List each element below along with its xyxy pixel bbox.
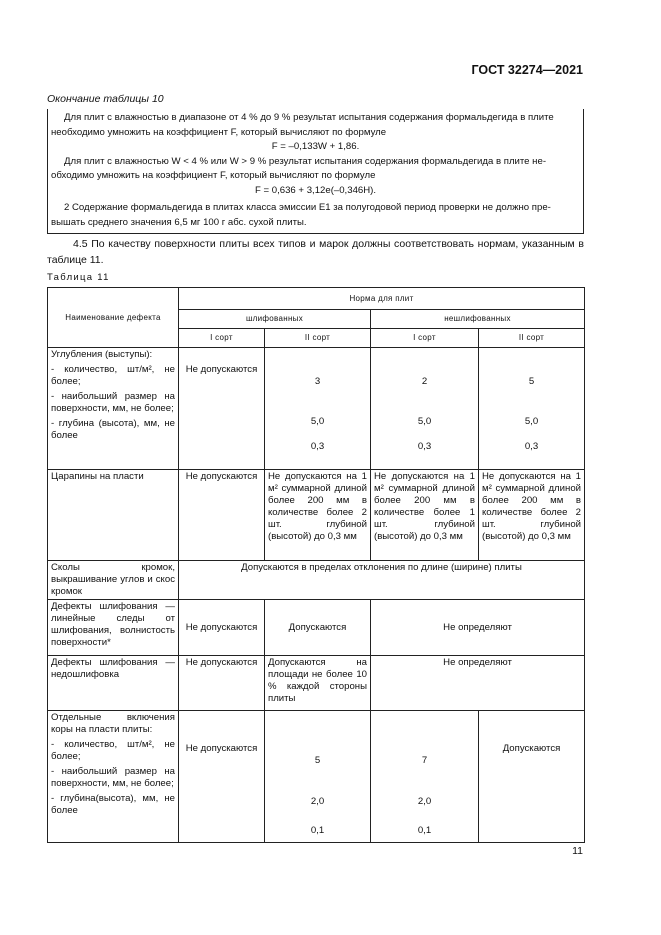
row1-sanded-g2-count: 3: [314, 376, 321, 387]
row2-sanded-g1: Не допускаются: [179, 470, 265, 561]
row1-unsanded-g1-size: 5,0: [417, 416, 432, 427]
paragraph-4-5: 4.5 По качеству поверхности плиты всех типов и марок должны соответствовать нормам, указанным в таблице 11.: [47, 238, 584, 266]
row6-unsanded-g1-count: 7: [421, 755, 428, 766]
note-2-line1: 2 Содержание формальдегида в плитах класса эмиссии Е1 за полугодовой период проверки не должно пре-: [64, 202, 551, 213]
row4-sanded-g1: Не допускаются: [179, 600, 265, 656]
row1-item3: - глубина (высота), мм, не более: [51, 418, 175, 441]
table-row: [48, 711, 585, 843]
row1-title: Углубления (выступы):: [51, 349, 153, 360]
standard-number: ГОСТ 32274—2021: [471, 63, 583, 77]
row1-item2: - наибольший размер на поверхности, мм, не более;: [51, 391, 175, 414]
note-para2-line2: обходимо умножить на коэффициент F, который вычисляют по формуле: [51, 170, 376, 181]
table-row: [48, 600, 585, 656]
table11-caption: Таблица 11: [47, 272, 110, 283]
row6-item3: - глубина(высота), мм, не более: [51, 793, 175, 816]
header-sanded-grade1: I сорт: [179, 329, 265, 348]
row6-item2: - наибольший размер на поверхности, мм, не более;: [51, 766, 175, 789]
row6-sanded-g2-size: 2,0: [310, 796, 325, 807]
row6-sanded-g2-count: 5: [314, 755, 321, 766]
row6-item1: - количество, шт/м², не более;: [51, 739, 175, 762]
row6-title: Отдельные включения коры на пласти плиты:: [51, 712, 175, 735]
table-11: [47, 287, 585, 843]
table-row: [48, 561, 585, 600]
row1-unsanded-g2-depth: 0,3: [524, 441, 539, 452]
row3-title: Сколы кромок, выкрашивание углов и скос кромок: [48, 561, 179, 600]
page-number: 11: [572, 845, 583, 857]
row5-sanded-g2: Допускаются на площади не более 10 % каждой стороны плиты: [265, 656, 371, 711]
row6-unsanded-g2: Допускаются: [502, 743, 561, 754]
row6-unsanded-g1-depth: 0,1: [417, 825, 432, 836]
row5-unsanded: Не определяют: [371, 656, 585, 711]
table10-end-caption: Окончание таблицы 10: [47, 93, 164, 105]
table-row: [48, 470, 585, 561]
row1-unsanded-g2-size: 5,0: [524, 416, 539, 427]
row4-title: Дефекты шлифования — линейные следы от шлифования, волнистость поверхности*: [48, 600, 179, 656]
row1-item1: - количество, шт/м², не более;: [51, 364, 175, 387]
note-para1-line2: необходимо умножить на коэффициент F, который вычисляют по формуле: [51, 126, 387, 138]
row1-sanded-g2-depth: 0,3: [310, 441, 325, 452]
table-row: [48, 656, 585, 711]
row2-unsanded-g1: Не допускаются на 1 м² суммарной длиной более 200 мм в количестве более 1 шт. глубиной (высотой) до 0,3 мм: [371, 470, 479, 561]
header-unsanded-grade2: II сорт: [479, 329, 585, 348]
table-row: [48, 348, 585, 470]
row6-unsanded-g1-size: 2,0: [417, 796, 432, 807]
row5-sanded-g1: Не допускаются: [179, 656, 265, 711]
row6-sanded-g2-depth: 0,1: [310, 825, 325, 836]
row4-unsanded: Не определяют: [371, 600, 585, 656]
header-sanded: шлифованных: [179, 310, 371, 329]
row2-sanded-g2: Не допускаются на 1 м² суммарной длиной более 200 мм в количестве более 2 шт. глубиной (высотой) до 0,3 мм: [265, 470, 371, 561]
header-norm: Норма для плит: [179, 288, 585, 310]
row3-all: Допускаются в пределах отклонения по длине (ширине) плиты: [179, 561, 585, 600]
row1-unsanded-g1-count: 2: [421, 376, 428, 387]
row4-sanded-g2: Допускаются: [265, 600, 371, 656]
header-unsanded: нешлифованных: [371, 310, 585, 329]
row2-unsanded-g2: Не допускаются на 1 м² суммарной длиной более 200 мм в количестве более 2 шт. глубиной (высотой) до 0,3 мм: [479, 470, 585, 561]
table10-notes-box: [47, 109, 584, 234]
formula-2: F = 0,636 + 3,12e(–0,346H).: [254, 184, 377, 196]
row5-title: Дефекты шлифования — недошлифовка: [48, 656, 179, 711]
row1-unsanded-g2-count: 5: [528, 376, 535, 387]
header-defect: Наименование дефекта: [48, 288, 179, 348]
note-para1-line1: Для плит с влажностью в диапазоне от 4 % до 9 % результат испытания содержания формальдегида в плите: [64, 112, 554, 123]
row1-unsanded-g1-depth: 0,3: [417, 441, 432, 452]
header-sanded-grade2: II сорт: [265, 329, 371, 348]
row1-sanded-g2-size: 5,0: [310, 416, 325, 427]
row2-title: Царапины на пласти: [48, 470, 179, 561]
note-2-line2: вышать среднего значения 6,5 мг 100 г абс. сухой плиты.: [51, 216, 307, 228]
row6-sanded-g1: Не допускаются: [185, 743, 258, 754]
formula-1: F = –0,133W + 1,86.: [271, 141, 360, 152]
note-para2-line1: Для плит с влажностью W < 4 % или W > 9 % результат испытания содержания формальдегида в плите не-: [64, 155, 547, 167]
header-unsanded-grade1: I сорт: [371, 329, 479, 348]
row1-sanded-g1: Не допускаются: [185, 364, 258, 375]
